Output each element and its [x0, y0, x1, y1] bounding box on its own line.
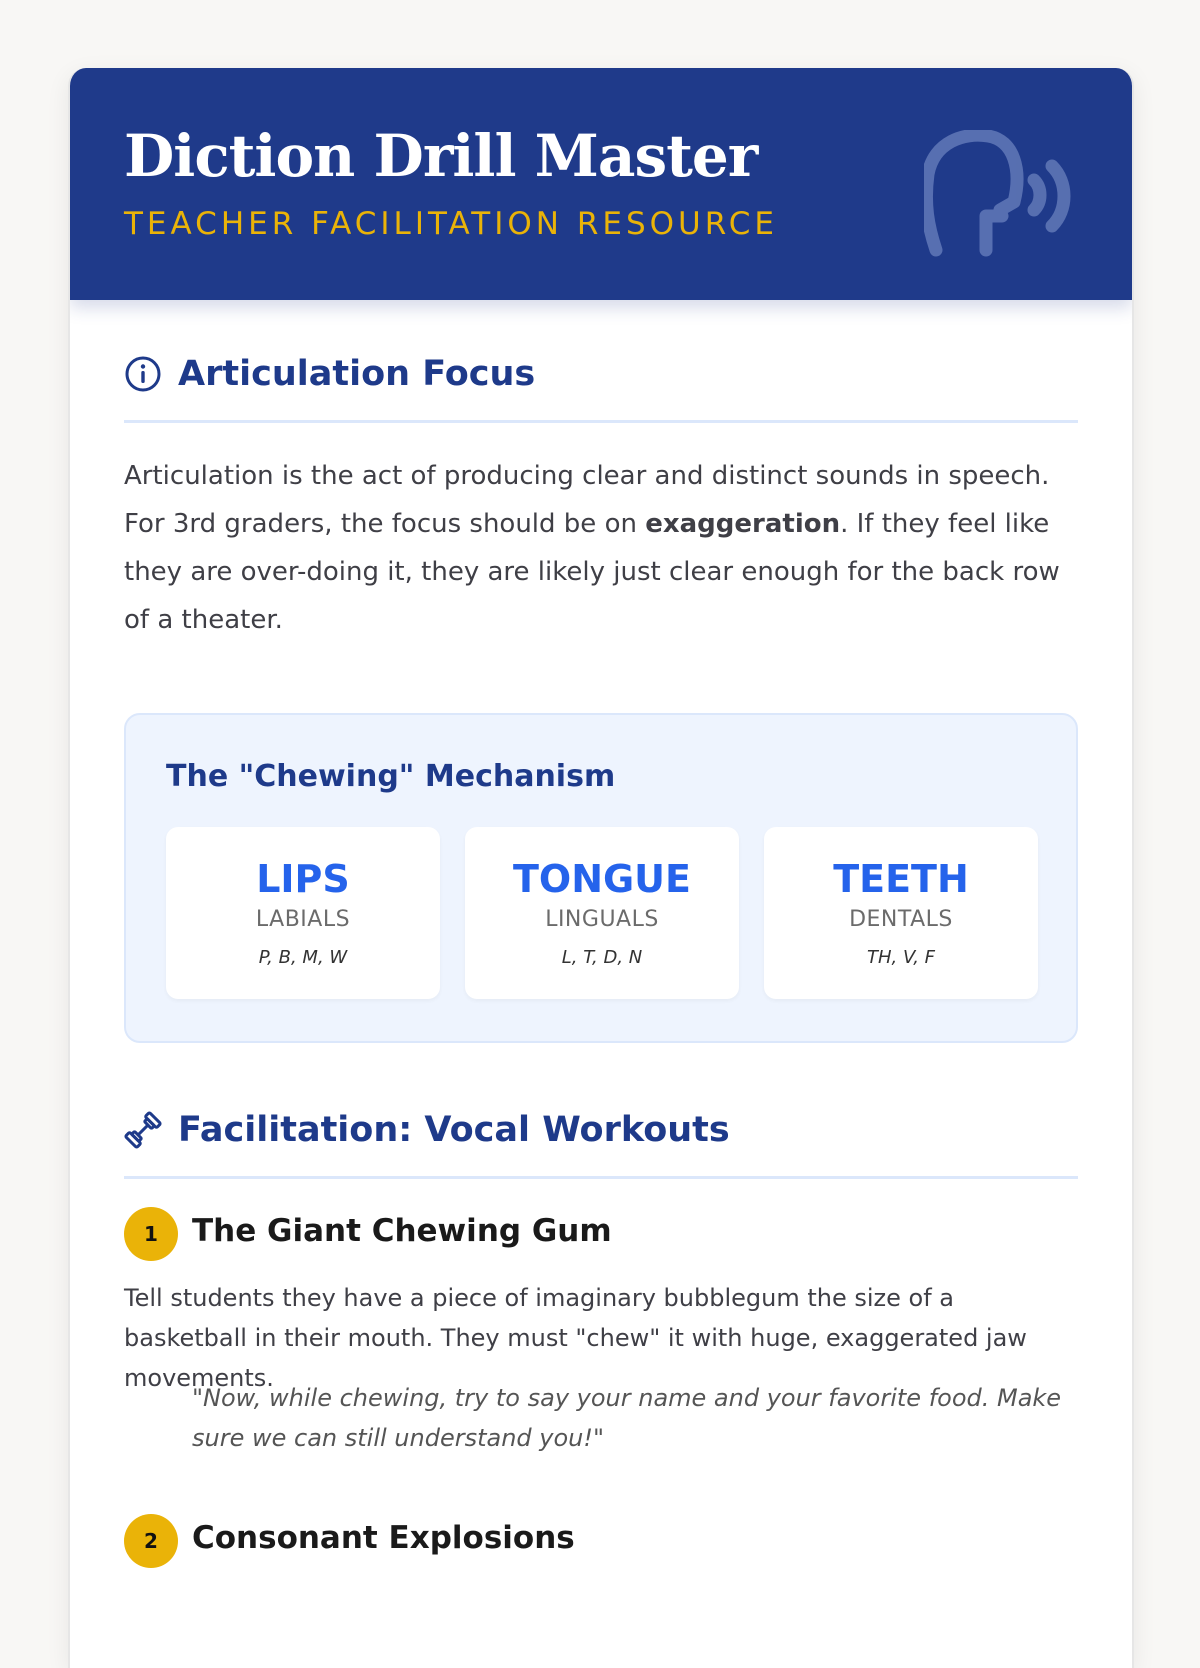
header-banner: [70, 68, 1132, 300]
articulation-text-2: . If they feel like they are over-doing it, they are likely just clear enough for the back row of a theater.: [124, 509, 1060, 635]
step-quote: "Now, while chewing, try to say your name and your favorite food. Make sure we can still understand you!": [192, 1384, 1062, 1452]
chewing-mechanism-panel: [124, 713, 1078, 1043]
mechanism-name: TONGUE: [512, 857, 692, 901]
step-title: Consonant Explosions: [192, 1520, 575, 1556]
step-title: The Giant Chewing Gum: [192, 1213, 612, 1249]
articulation-text-bold: exaggeration: [645, 509, 841, 539]
page-subtitle: TEACHER FACILITATION RESOURCE: [124, 206, 778, 242]
mechanism-sounds: P, B, M, W: [258, 947, 348, 968]
speaking-head-icon: [924, 130, 1074, 260]
facilitation-heading: [124, 1110, 730, 1150]
dumbbell-icon: [124, 1111, 162, 1149]
articulation-text-1: Articulation is the act of producing clear and distinct sounds in speech. For 3rd graders, the focus should be on: [124, 461, 1050, 539]
mechanism-card-lips: [166, 827, 440, 999]
mechanism-type: DENTALS: [849, 907, 953, 932]
facilitation-heading-label: Facilitation: Vocal Workouts: [178, 1110, 730, 1150]
articulation-heading-label: Articulation Focus: [178, 354, 536, 394]
mechanism-sounds: TH, V, F: [866, 947, 936, 968]
articulation-divider: [124, 420, 1078, 423]
page-title: Diction Drill Master: [124, 122, 758, 190]
articulation-heading: [124, 354, 535, 394]
resource-card: [68, 68, 1134, 1668]
articulation-paragraph: [124, 452, 1084, 644]
step-number-badge: 1: [124, 1207, 178, 1261]
step-number-badge: 2: [124, 1514, 178, 1568]
mechanism-type: LINGUALS: [545, 907, 659, 932]
mechanism-card-teeth: [764, 827, 1038, 999]
info-icon: [124, 355, 162, 393]
mechanism-sounds: L, T, D, N: [561, 947, 643, 968]
mechanism-title: The "Chewing" Mechanism: [166, 759, 616, 794]
mechanism-type: LABIALS: [255, 907, 351, 932]
mechanism-card-tongue: [465, 827, 739, 999]
mechanism-name: TEETH: [833, 857, 969, 901]
mechanism-name: LIPS: [256, 857, 350, 901]
facilitation-divider: [124, 1176, 1078, 1179]
step-description: Tell students they have a piece of imaginary bubblegum the size of a basketball in their mouth. They must "chew" it with huge, exaggerated jaw movements.: [124, 1284, 1027, 1392]
